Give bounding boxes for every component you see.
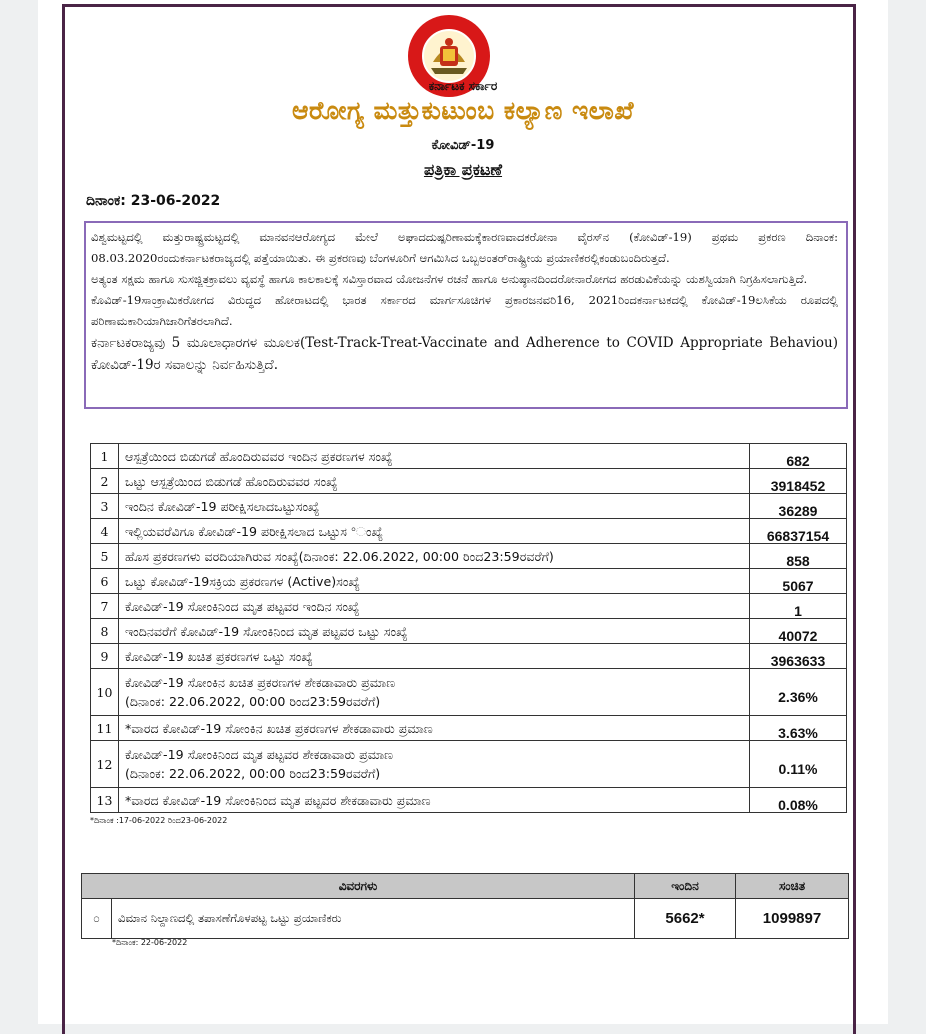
table-header-row xyxy=(82,874,849,899)
table-row xyxy=(91,444,847,469)
row-label: ಹೊಸ ಪ್ರಕರಣಗಳು ವರದಿಯಾಗಿರುವ ಸಂಖ್ಯೆ(ದಿನಾಂಕ: 22.06.2022, 00:00 ರಿಂದ23:59ರವರೆಗೆ) xyxy=(119,544,750,569)
row-label: ಒಟ್ಟು ಕೋವಿಡ್-19ಸಕ್ರಿಯ ಪ್ರಕರಣಗಳ (Active)ಸಂಖ್ಯೆ xyxy=(119,569,750,594)
today-value: 5662* xyxy=(635,899,736,939)
row-value: 858 xyxy=(786,553,810,569)
table-row xyxy=(91,716,847,741)
row-label: ಒಟ್ಟು ಆಸ್ಪತ್ರೆಯಿಂದ ಬಿಡುಗಡೆ ಹೊಂದಿರುವವರ ಸಂಖ್ಯೆ xyxy=(119,469,750,494)
row-number: 6 xyxy=(91,569,119,594)
table-row xyxy=(91,741,847,788)
row-label: ಕೋವಿಡ್-19 ಖಚಿತ ಪ್ರಕರಣಗಳ ಒಟ್ಟು ಸಂಖ್ಯೆ xyxy=(119,644,750,669)
row-label: ಇಲ್ಲಿಯವರೆವಿಗೂ ಕೋವಿಡ್-19 ಪರೀಕ್ಷಿಸಲಾದ ಒಟ್ಟುಸ °ಂಖ್ಯೆ xyxy=(119,519,750,544)
airport-date-note: *ದಿನಾಂಕ: 22-06-2022 xyxy=(112,938,188,947)
row-value: 3918452 xyxy=(770,478,826,494)
press-release-heading: ಪತ್ರಿಕಾ ಪ್ರಕಟಣೆ xyxy=(423,160,503,179)
table-row xyxy=(82,899,849,939)
row-label: ಇಂದಿನ ಕೋವಿಡ್-19 ಪರೀಕ್ಷಿಸಲಾದಒಟ್ಟುಸಂಖ್ಯೆ xyxy=(119,494,750,519)
row-number: 4 xyxy=(91,519,119,544)
row-value: 3963633 xyxy=(770,653,826,669)
department-title: ಆರೋಗ್ಯ ಮತ್ತುಕುಟುಂಬ ಕಲ್ಯಾಣ ಇಲಾಖೆ xyxy=(292,96,634,125)
header-today: ಇಂದಿನ xyxy=(635,874,736,899)
row-value: 682 xyxy=(786,453,810,469)
table-row xyxy=(91,494,847,519)
table-row xyxy=(91,519,847,544)
row-number: 1 xyxy=(91,444,119,469)
header-details: ವಿವರಗಳು xyxy=(82,874,635,899)
row-number: 11 xyxy=(91,716,119,741)
table-row xyxy=(91,569,847,594)
row-number: 2 xyxy=(91,469,119,494)
row-number: 5 xyxy=(91,544,119,569)
intro-paragraph-1: ವಿಶ್ವಮಟ್ಟದಲ್ಲಿ ಮತ್ತುರಾಷ್ಟ್ರಮಟ್ಟದಲ್ಲಿ ಮಾನವನಆರೋಗ್ಯದ ಮೇಲೆ ಅಘಾದದುಷ್ಪರಿಣಾಮಕ್ಕೆಕಾರಣವಾದಕರೋನಾ ವೈರಸ್‌ನ (ಕೋವಿಡ್-19) ಪ್ರಥಮ ಪ್ರಕರಣ ದಿನಾಂಕ: 08.03.2020ರಂದುಕರ್ನಾಟಕರಾಜ್ಯದಲ್ಲಿ ಪತ್ತೆಯಾಯಿತು. ಈ ಪ್ರಕರಣವು ಬೆಂಗಳೂರಿಗೆ ಆಗಮಿಸಿದ ಒಬ್ಬಅಂತರ್‌ರಾಷ್ಟ್ರೀಯ ಪ್ರಯಾಣಿಕರಲ್ಲಿಕಂಡುಬಂದಿರುತ್ತದೆ. xyxy=(91,230,838,265)
row-label-date: (ದಿನಾಂಕ: 22.06.2022, 00:00 ರಿಂದ23:59ರವರೆಗೆ) xyxy=(125,766,381,781)
table-row xyxy=(91,669,847,716)
government-name: ಕರ್ನಾಟಕ ಸರ್ಕಾರ xyxy=(428,79,498,93)
row-label: ಇಂದಿನವರೆಗೆ ಕೋವಿಡ್-19 ಸೋಂಕಿನಿಂದ ಮೃತ ಪಟ್ಟವರ ಒಟ್ಟು ಸಂಖ್ಯೆ xyxy=(119,619,750,644)
row-label: ವಿಮಾನ ನಿಲ್ದಾಣದಲ್ಲಿ ತಪಾಸಣೆಗೊಳಪಟ್ಟ ಒಟ್ಟು ಪ್ರಯಾಣಿಕರು xyxy=(112,899,635,939)
row-label: *ವಾರದ ಕೋವಿಡ್-19 ಸೋಂಕಿನಿಂದ ಮೃತ ಪಟ್ಟವರ ಶೇಕಡಾವಾರು ಪ್ರಮಾಣ xyxy=(119,788,750,813)
row-number: 7 xyxy=(91,594,119,619)
weekly-date-note: *ದಿನಾಂಕ :17-06-2022 ರಿಂದ23-06-2022 xyxy=(90,816,228,825)
header-cumulative: ಸಂಚಿತ xyxy=(736,874,849,899)
table-row xyxy=(91,644,847,669)
table-row xyxy=(91,594,847,619)
row-value: 40072 xyxy=(778,628,818,644)
table-row xyxy=(91,619,847,644)
intro-box xyxy=(84,221,848,409)
table-row xyxy=(91,469,847,494)
row-number: 9 xyxy=(91,644,119,669)
row-value: 1 xyxy=(794,603,802,619)
statistics-table xyxy=(90,443,847,813)
intro-paragraph-2: ಅತ್ಯಂತ ಸಕ್ಷಮ ಹಾಗೂ ಸುಸಜ್ಜಿತಕ್ರಾವಲು ವ್ಯವಸ್ಥೆ ಹಾಗೂ ಕಾಲಕಾಲಕ್ಕೆ ಸವಿಸ್ತಾರವಾದ ಯೋಜನೆಗಳ ರಚನೆ ಹಾಗೂ ಅನುಷ್ಠಾನದಿಂದರೋನಾರೋಗದ ಹರಡುವಿಕೆಯನ್ನು ಯಶಸ್ವಿಯಾಗಿ ನಿಗ್ರಹಿಸಲಾಗುತ್ತಿದೆ. xyxy=(91,272,808,286)
intro-paragraph-4: ಕರ್ನಾಟಕರಾಜ್ಯವು 5 ಮೂಲಾಧಾರಗಳ ಮೂಲಕ(Test-Track-Treat-Vaccinate and Adherence to COVID Appropriate Behaviou) ಕೋವಿಡ್-19ರ ಸವಾಲನ್ನು ನಿರ್ವಹಿಸುತ್ತಿದೆ. xyxy=(91,335,838,373)
row-value: 5067 xyxy=(782,578,814,594)
row-label: ಕೋವಿಡ್-19 ಸೋಂಕಿನಿಂದ ಮೃತ ಪಟ್ಟವರ ಇಂದಿನ ಸಂಖ್ಯೆ xyxy=(119,594,750,619)
row-label-date: (ದಿನಾಂಕ: 22.06.2022, 00:00 ರಿಂದ23:59ರವರೆಗೆ) xyxy=(125,694,381,709)
row-number: 12 xyxy=(91,741,119,788)
row-label: ಕೋವಿಡ್-19 ಸೋಂಕಿನ ಖಚಿತ ಪ್ರಕರಣಗಳ ಶೇಕಡಾವಾರು ಪ್ರಮಾಣ xyxy=(125,675,396,690)
row-label: *ವಾರದ ಕೋವಿಡ್-19 ಸೋಂಕಿನ ಖಚಿತ ಪ್ರಕರಣಗಳ ಶೇಕಡಾವಾರು ಪ್ರಮಾಣ xyxy=(119,716,750,741)
intro-paragraph-3: ಕೊವಿಡ್-19ಸಾಂಕ್ರಾಮಿಕರೋಗದ ವಿರುದ್ಧದ ಹೋರಾಟದಲ್ಲಿ ಭಾರತ ಸರ್ಕಾರದ ಮಾರ್ಗಸೂಚಿಗಳ ಪ್ರಕಾರಜನವರಿ16, 2021ರಿಂದಕರ್ನಾಟಕದಲ್ಲಿ ಕೋವಿಡ್-19ಲಸಿಕೆಯ ರೂಪದಲ್ಲಿ ಪರಿಣಾಮಕಾರಿಯಾಗಿಜಾರಿಗೆತರಲಾಗಿದೆ. xyxy=(91,293,838,328)
release-date: ದಿನಾಂಕ: 23-06-2022 xyxy=(86,193,221,209)
row-value: 2.36% xyxy=(778,689,818,705)
row-label: ಕೋವಿಡ್-19 ಸೋಂಕಿನಿಂದ ಮೃತ ಪಟ್ಟವರ ಶೇಕಡಾವಾರು ಪ್ರಮಾಣ xyxy=(125,747,394,762)
airport-screening-table xyxy=(81,873,849,939)
row-value: 3.63% xyxy=(778,725,818,741)
row-value: 36289 xyxy=(778,503,818,519)
row-value: 66837154 xyxy=(766,528,830,544)
row-label: ಆಸ್ಪತ್ರೆಯಿಂದ ಬಿಡುಗಡೆ ಹೊಂದಿರುವವರ ಇಂದಿನ ಪ್ರಕರಣಗಳ ಸಂಖ್ಯೆ xyxy=(119,444,750,469)
covid-subtitle: ಕೋವಿಡ್-19 xyxy=(431,138,495,153)
row-number: 3 xyxy=(91,494,119,519)
table-row xyxy=(91,544,847,569)
row-number: 8 xyxy=(91,619,119,644)
table-row xyxy=(91,788,847,813)
row-value: 0.11% xyxy=(778,761,818,777)
cumulative-value: 1099897 xyxy=(736,899,849,939)
row-number: 10 xyxy=(91,669,119,716)
row-value: 0.08% xyxy=(778,797,818,813)
row-number: 13 xyxy=(91,788,119,813)
row-number: ೦ xyxy=(82,899,112,939)
